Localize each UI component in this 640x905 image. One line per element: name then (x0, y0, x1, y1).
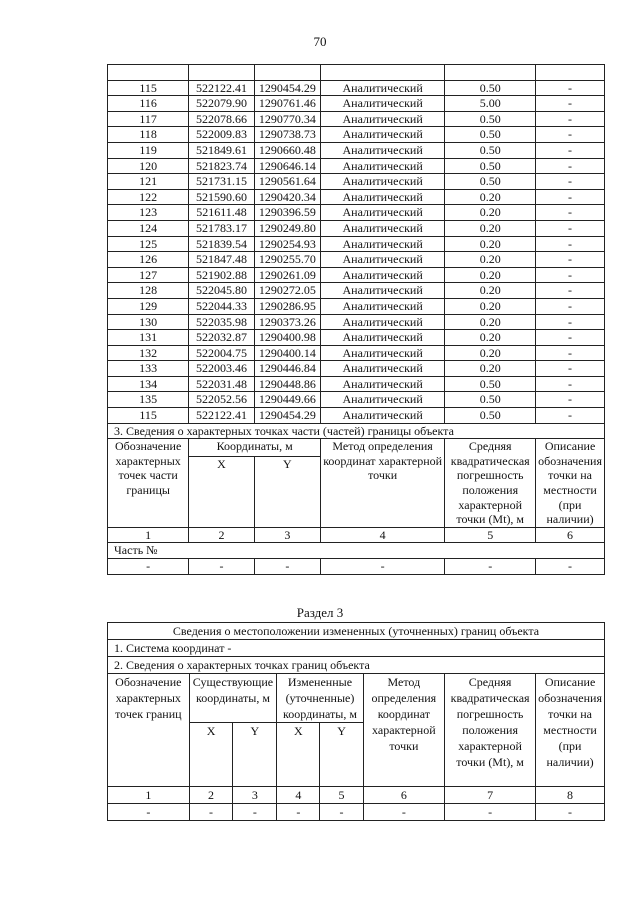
empty-cell: - (536, 559, 605, 575)
cell-coord-x: 522122.41 (189, 408, 254, 424)
column-number: 6 (363, 787, 444, 804)
cell-error: 0.50 (445, 80, 536, 96)
cell-coord-y: 1290249.80 (254, 220, 320, 236)
cell-coord-x: 521783.17 (189, 220, 254, 236)
empty-cell: - (320, 804, 363, 821)
cell-coord-y: 1290738.73 (254, 127, 320, 143)
cell-coord-x: 522052.56 (189, 392, 254, 408)
column-number: 5 (445, 527, 536, 543)
cell-coord-y: 1290449.66 (254, 392, 320, 408)
column-number: 1 (108, 787, 190, 804)
cell-coord-y: 1290254.93 (254, 236, 320, 252)
cell-description: - (536, 314, 605, 330)
cell-point-number: 130 (108, 314, 189, 330)
cell-method: Аналитический (320, 96, 444, 112)
table-row (108, 111, 605, 127)
cell-error: 0.50 (445, 111, 536, 127)
cell-point-number: 124 (108, 220, 189, 236)
part-label: Часть № (108, 543, 605, 559)
cell-point-number: 116 (108, 96, 189, 112)
section-row (108, 423, 605, 439)
table-row (108, 158, 605, 174)
cell-point-number: 126 (108, 252, 189, 268)
cell-method: Аналитический (320, 392, 444, 408)
cell-point-number: 125 (108, 236, 189, 252)
table-row (108, 267, 605, 283)
cell-coord-y: 1290261.09 (254, 267, 320, 283)
cell-coord-x: 522032.87 (189, 330, 254, 346)
cell-error: 0.50 (445, 376, 536, 392)
cell-method: Аналитический (320, 205, 444, 221)
cell-description: - (536, 267, 605, 283)
header-y: Y (254, 456, 320, 527)
column-number: 3 (254, 527, 320, 543)
header-x: X (189, 456, 254, 527)
table-row (108, 189, 605, 205)
cell-error: 0.20 (445, 361, 536, 377)
empty-cell: - (277, 804, 320, 821)
cell-error: 0.50 (445, 174, 536, 190)
table-row (108, 330, 605, 346)
cell-point-number: 119 (108, 142, 189, 158)
cell-error: 0.50 (445, 392, 536, 408)
cell-description: - (536, 158, 605, 174)
cell-description: - (536, 361, 605, 377)
table-row (108, 236, 605, 252)
column-number: 4 (277, 787, 320, 804)
table-row (108, 127, 605, 143)
table-row (108, 298, 605, 314)
table-row (108, 361, 605, 377)
cell-coord-x: 522045.80 (189, 283, 254, 299)
cell-description: - (536, 298, 605, 314)
column-number: 7 (445, 787, 536, 804)
cell-coord-x: 521902.88 (189, 267, 254, 283)
table-row (108, 392, 605, 408)
table-row (108, 205, 605, 221)
cell-error: 0.20 (445, 298, 536, 314)
cell-coord-x: 521590.60 (189, 189, 254, 205)
cell-point-number: 120 (108, 158, 189, 174)
cell-description: - (536, 283, 605, 299)
table-row (108, 804, 605, 821)
header-method: Метод определения координат характерной точки (320, 439, 444, 528)
cell-point-number: 132 (108, 345, 189, 361)
column-number: 2 (189, 527, 254, 543)
header-y: Y (233, 723, 277, 787)
cell-description: - (536, 205, 605, 221)
column-number: 1 (108, 527, 189, 543)
cell-method: Аналитический (320, 158, 444, 174)
empty-cell: - (536, 804, 605, 821)
cell-coord-x: 522004.75 (189, 345, 254, 361)
cell-description: - (536, 252, 605, 268)
cell-method: Аналитический (320, 361, 444, 377)
column-number: 6 (536, 527, 605, 543)
cell-description: - (536, 408, 605, 424)
cell-point-number: 134 (108, 376, 189, 392)
empty-cell: - (363, 804, 444, 821)
coord-system-line: 1. Система координат - (108, 640, 605, 657)
cell-coord-y: 1290396.59 (254, 205, 320, 221)
cell-coord-x: 522044.33 (189, 298, 254, 314)
cell-coord-y: 1290660.48 (254, 142, 320, 158)
cell-error: 0.20 (445, 314, 536, 330)
boundary-points-table (107, 64, 605, 575)
cell-error: 0.50 (445, 158, 536, 174)
cell-method: Аналитический (320, 236, 444, 252)
empty-cell: - (254, 559, 320, 575)
cell-point-number: 128 (108, 283, 189, 299)
cell-coord-y: 1290770.34 (254, 111, 320, 127)
cell-point-number: 123 (108, 205, 189, 221)
table-row (108, 174, 605, 190)
header-changed-coords: Измененные (уточненные) координаты, м (277, 674, 363, 723)
table-row (108, 408, 605, 424)
cell-description: - (536, 111, 605, 127)
cell-description: - (536, 96, 605, 112)
cell-coord-x: 521823.74 (189, 158, 254, 174)
header-error: Средняя квадратическая погрешность положения характерной точки (Mt), м (445, 439, 536, 528)
table-row (108, 283, 605, 299)
cell-method: Аналитический (320, 408, 444, 424)
cell-error: 0.20 (445, 345, 536, 361)
cell-method: Аналитический (320, 376, 444, 392)
empty-cell: - (189, 804, 233, 821)
cell-method: Аналитический (320, 345, 444, 361)
cell-description: - (536, 142, 605, 158)
header-row (108, 439, 605, 456)
column-numbers-row (108, 787, 605, 804)
cell-method: Аналитический (320, 267, 444, 283)
cell-coord-y: 1290400.14 (254, 345, 320, 361)
column-numbers-row (108, 527, 605, 543)
cell-error: 0.20 (445, 220, 536, 236)
cell-point-number: 131 (108, 330, 189, 346)
cell-error: 0.20 (445, 205, 536, 221)
cell-error: 0.20 (445, 189, 536, 205)
cell-error: 0.50 (445, 127, 536, 143)
column-number: 8 (536, 787, 605, 804)
header-x: X (189, 723, 233, 787)
cell-error: 0.20 (445, 236, 536, 252)
cell-coord-x: 521731.15 (189, 174, 254, 190)
header-coordinates: Координаты, м (189, 439, 321, 456)
part-row (108, 543, 605, 559)
header-error: Средняя квадратическая погрешность положения характерной точки (Mt), м (445, 674, 536, 787)
table-row (108, 252, 605, 268)
table-row (108, 345, 605, 361)
cell-point-number: 135 (108, 392, 189, 408)
cell-error: 0.50 (445, 408, 536, 424)
table-row (108, 314, 605, 330)
empty-cell: - (233, 804, 277, 821)
cell-coord-y: 1290255.70 (254, 252, 320, 268)
cell-coord-y: 1290448.86 (254, 376, 320, 392)
cell-point-number: 129 (108, 298, 189, 314)
page-number: 70 (313, 34, 327, 49)
empty-cell: - (189, 559, 254, 575)
column-number: 5 (320, 787, 363, 804)
cell-method: Аналитический (320, 189, 444, 205)
cell-description: - (536, 220, 605, 236)
header-y: Y (320, 723, 363, 787)
cell-coord-x: 522003.46 (189, 361, 254, 377)
cell-coord-x: 522122.41 (189, 80, 254, 96)
cell-coord-x: 522009.83 (189, 127, 254, 143)
cell-method: Аналитический (320, 142, 444, 158)
cell-point-number: 133 (108, 361, 189, 377)
table-row (108, 142, 605, 158)
cell-coord-y: 1290373.26 (254, 314, 320, 330)
cell-method: Аналитический (320, 298, 444, 314)
cell-error: 5.00 (445, 96, 536, 112)
header-existing-coords: Существующие координаты, м (189, 674, 277, 723)
cell-point-number: 117 (108, 111, 189, 127)
cell-description: - (536, 376, 605, 392)
cell-coord-y: 1290286.95 (254, 298, 320, 314)
cell-coord-x: 522079.90 (189, 96, 254, 112)
cell-coord-y: 1290446.84 (254, 361, 320, 377)
cell-coord-y: 1290420.34 (254, 189, 320, 205)
column-number: 3 (233, 787, 277, 804)
cell-coord-y: 1290272.05 (254, 283, 320, 299)
table-row (108, 220, 605, 236)
cell-point-number: 115 (108, 408, 189, 424)
cell-coord-y: 1290761.46 (254, 96, 320, 112)
cell-coord-x: 521847.48 (189, 252, 254, 268)
empty-cell: - (108, 559, 189, 575)
cell-method: Аналитический (320, 252, 444, 268)
header-point-designation: Обозначение характерных точек части границы (108, 439, 189, 528)
cell-description: - (536, 127, 605, 143)
cell-description: - (536, 392, 605, 408)
cell-coord-x: 522035.98 (189, 314, 254, 330)
cell-coord-y: 1290646.14 (254, 158, 320, 174)
column-number: 4 (320, 527, 444, 543)
cell-method: Аналитический (320, 314, 444, 330)
cell-coord-x: 521611.48 (189, 205, 254, 221)
cell-coord-x: 522078.66 (189, 111, 254, 127)
section-title: 3. Сведения о характерных точках части (частей) границы объекта (108, 423, 605, 439)
cell-coord-x: 522031.48 (189, 376, 254, 392)
cell-error: 0.50 (445, 142, 536, 158)
cell-point-number: 127 (108, 267, 189, 283)
cell-coord-x: 521839.54 (189, 236, 254, 252)
points-info-line: 2. Сведения о характерных точках границ объекта (108, 657, 605, 674)
cell-method: Аналитический (320, 80, 444, 96)
section-heading: Раздел 3 (296, 605, 344, 620)
cell-method: Аналитический (320, 283, 444, 299)
cell-method: Аналитический (320, 330, 444, 346)
header-description: Описание обозначения точки на местности (при наличии) (536, 674, 605, 787)
changed-boundaries-table (107, 622, 605, 821)
header-point-designation: Обозначение характерных точек границ (108, 674, 190, 787)
empty-cell: - (108, 804, 190, 821)
table-row (108, 80, 605, 96)
header-x: X (277, 723, 320, 787)
cell-coord-y: 1290454.29 (254, 80, 320, 96)
table-row (108, 559, 605, 575)
cell-method: Аналитический (320, 174, 444, 190)
cell-description: - (536, 330, 605, 346)
cell-point-number: 121 (108, 174, 189, 190)
header-description: Описание обозначения точки на местности (при наличии) (536, 439, 605, 528)
column-number: 2 (189, 787, 233, 804)
cell-point-number: 115 (108, 80, 189, 96)
empty-cell: - (445, 559, 536, 575)
cell-method: Аналитический (320, 220, 444, 236)
cell-point-number: 118 (108, 127, 189, 143)
header-method: Метод определения координат характерной точки (363, 674, 444, 787)
empty-cell: - (320, 559, 444, 575)
cell-error: 0.20 (445, 330, 536, 346)
table-title: Сведения о местоположении измененных (уточненных) границ объекта (108, 623, 605, 640)
cell-coord-y: 1290454.29 (254, 408, 320, 424)
cell-coord-y: 1290400.98 (254, 330, 320, 346)
table-row-empty-top (108, 65, 605, 81)
table-row (108, 96, 605, 112)
cell-error: 0.20 (445, 283, 536, 299)
cell-coord-y: 1290561.64 (254, 174, 320, 190)
cell-coord-x: 521849.61 (189, 142, 254, 158)
cell-error: 0.20 (445, 252, 536, 268)
cell-description: - (536, 174, 605, 190)
cell-error: 0.20 (445, 267, 536, 283)
cell-method: Аналитический (320, 111, 444, 127)
cell-description: - (536, 189, 605, 205)
cell-description: - (536, 80, 605, 96)
table-row (108, 376, 605, 392)
cell-point-number: 122 (108, 189, 189, 205)
empty-cell: - (445, 804, 536, 821)
cell-method: Аналитический (320, 127, 444, 143)
cell-description: - (536, 236, 605, 252)
cell-description: - (536, 345, 605, 361)
